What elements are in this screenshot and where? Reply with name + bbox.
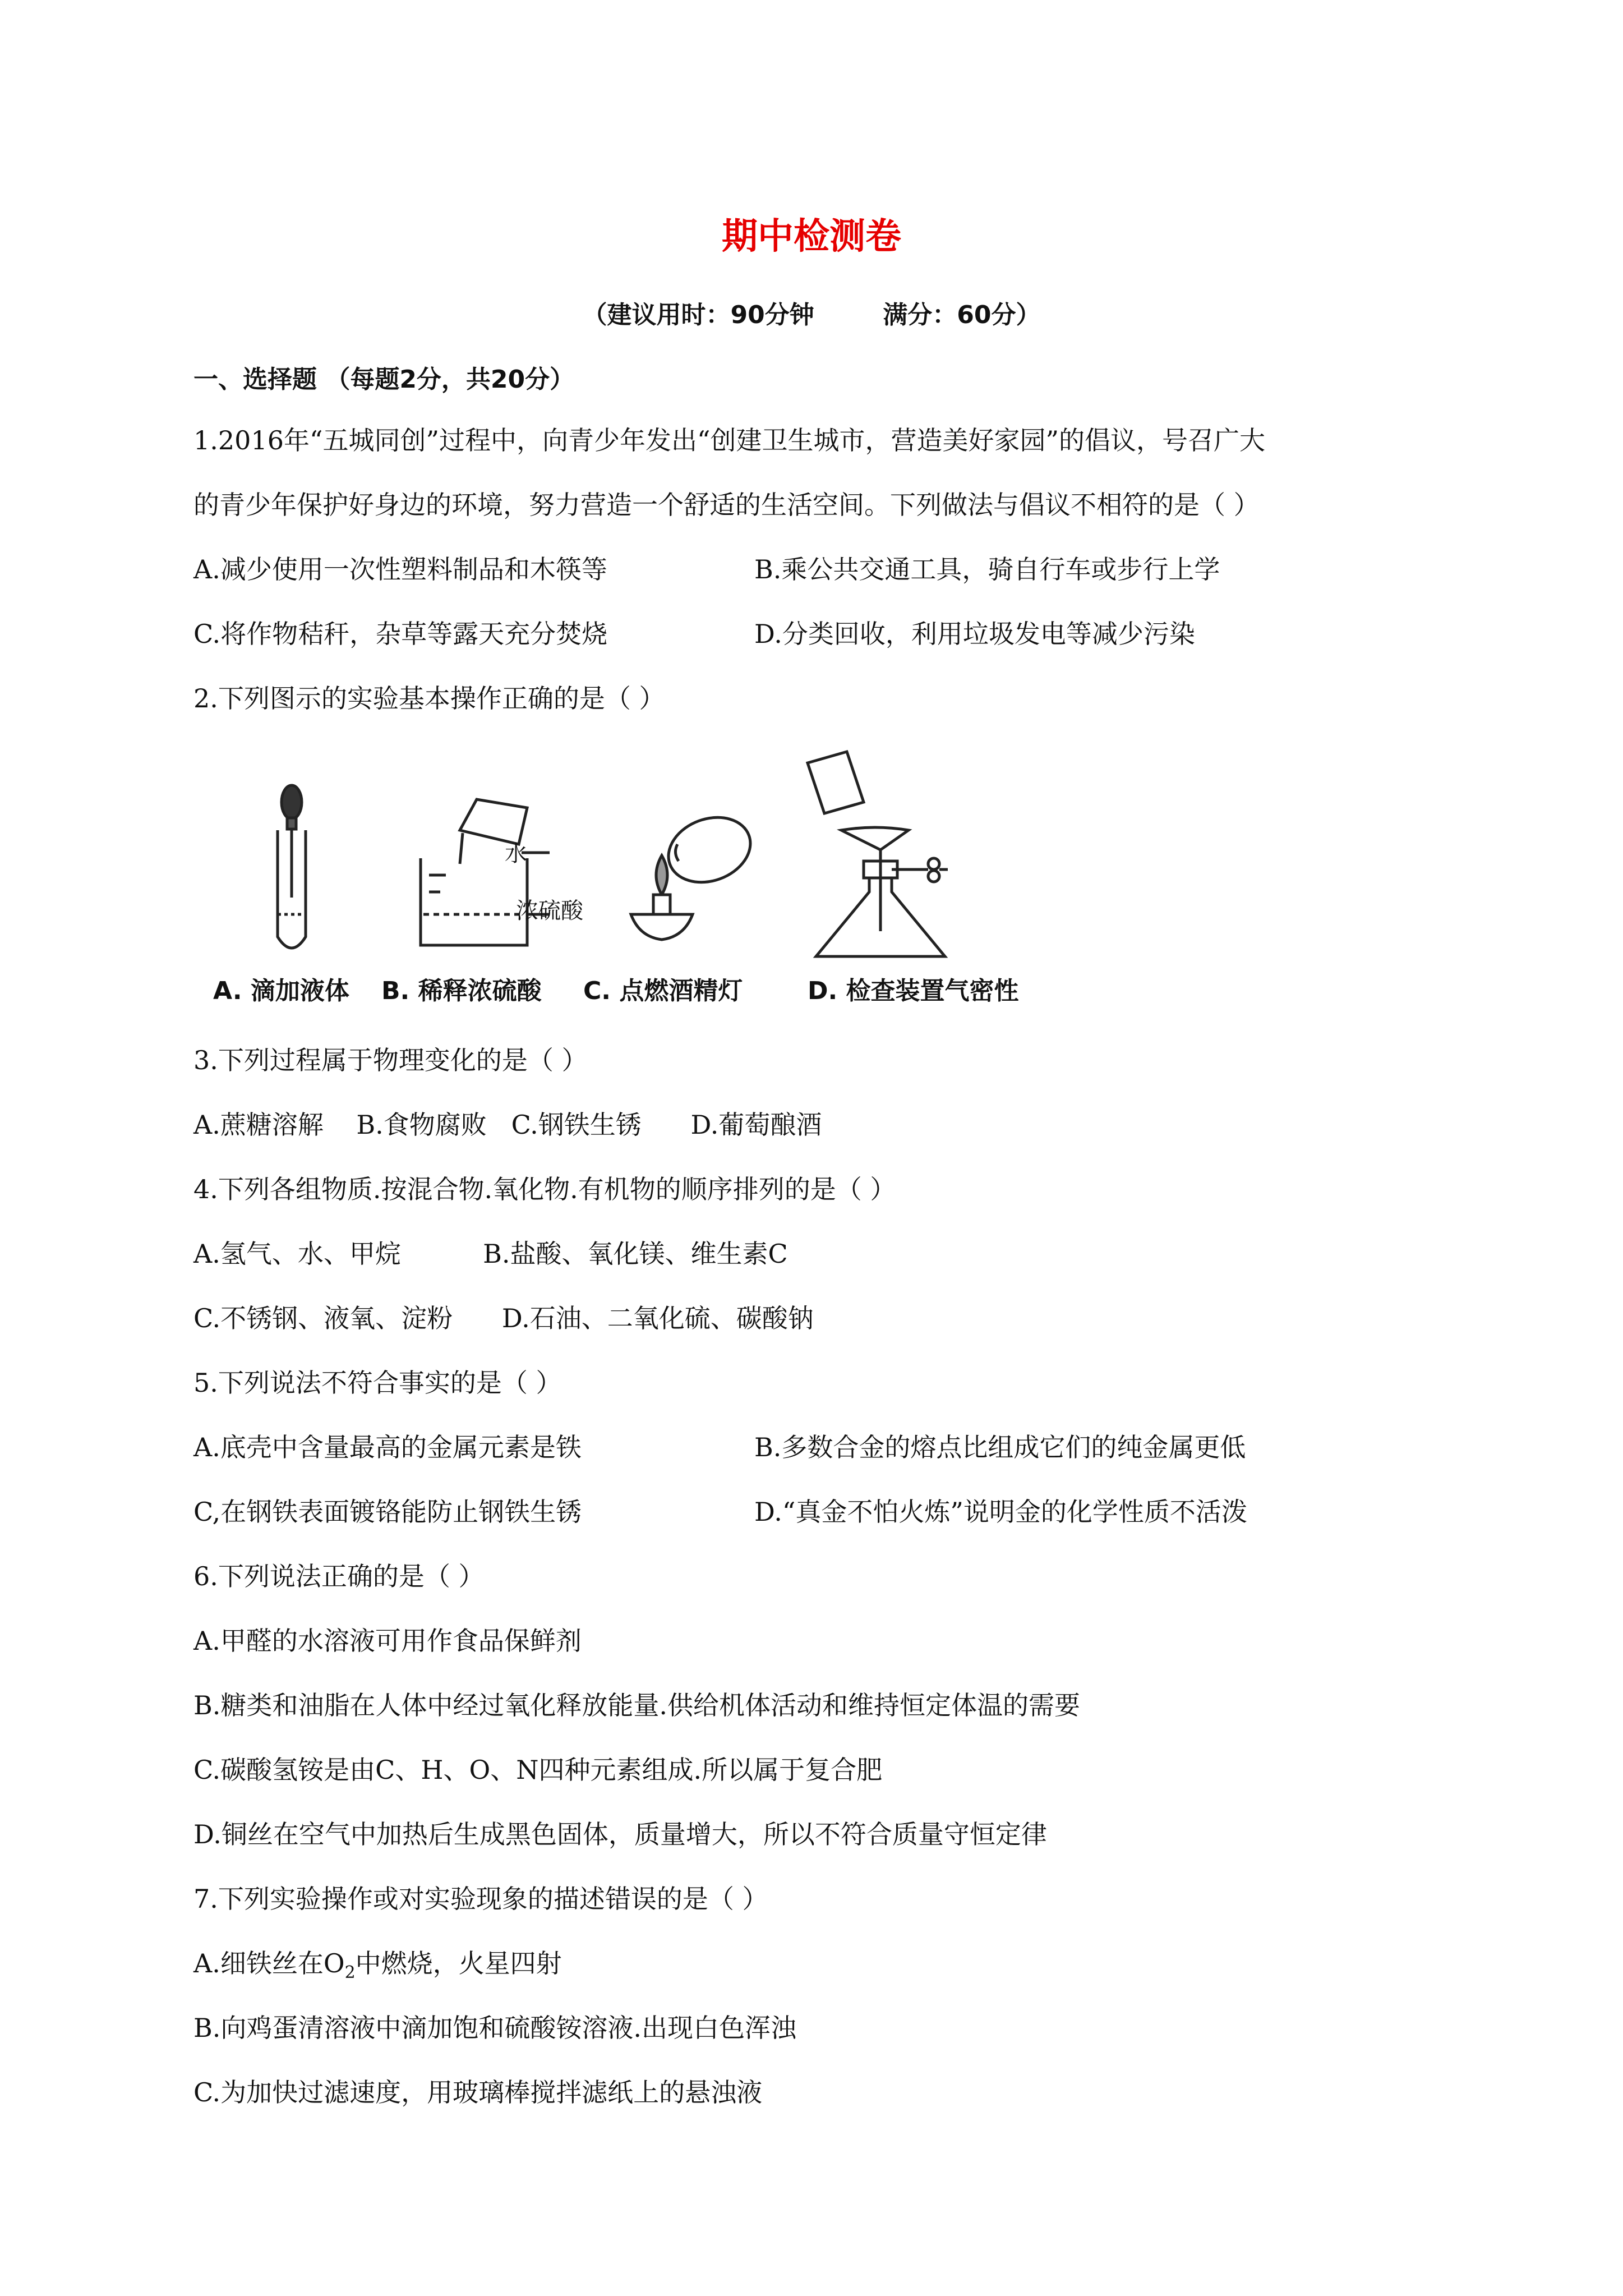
suggested-time: （建议用时：90分钟 [582,301,814,329]
q6-option-c: C.碳酸氢铵是由C、H、O、N四种元素组成.所以属于复合肥 [193,1755,883,1785]
q1-option-d: D.分类回收，利用垃圾发电等减少污染 [754,619,1195,649]
flask-funnel-icon [808,752,948,956]
dropper-test-tube-icon [278,785,306,948]
q5-option-c: C,在钢铁表面镀铬能防止钢铁生锈 [193,1497,582,1527]
figure-label-c: C. 点燃酒精灯 [583,977,743,1005]
lab-drawings [213,746,1099,970]
q4-stem: 4.下列各组物质.按混合物.氧化物.有机物的顺序排列的是（ ） [193,1174,896,1204]
q7-option-b: B.向鸡蛋清溶液中滴加饱和硫酸铵溶液.出现白色浑浊 [193,2013,797,2043]
page-title: 期中检测卷 [722,216,901,257]
section-heading: 一、选择题 （每题2分，共20分） [193,365,575,394]
q4-options-ab: A.氢气、水、甲烷 B.盐酸、氧化镁、维生素C [193,1239,788,1269]
q5-stem: 5.下列说法不符合事实的是（ ） [193,1368,562,1398]
exam-subtitle [0,295,1623,330]
q1-option-a: A.减少使用一次性塑料制品和木筷等 [193,554,607,585]
q5-option-a: A.底壳中含量最高的金属元素是铁 [193,1432,582,1462]
q7-option-a-rest: 中燃烧，火星四射 [355,1948,562,1978]
q3-options: A.蔗糖溶解 B.食物腐败 C.钢铁生锈 D.葡萄酿酒 [193,1110,822,1140]
q6-option-b: B.糖类和油脂在人体中经过氧化释放能量.供给机体活动和维持恒定体温的需要 [193,1690,1081,1720]
q4-options-cd: C.不锈钢、液氧、淀粉 D.石油、二氧化硫、碳酸钠 [193,1303,814,1333]
q7-option-a [193,1947,562,1990]
acid-label: 浓硫酸 [516,898,583,924]
lab-operations-figure [213,746,1099,1010]
q1-stem-line1: 1.2016年“五城同创”过程中，向青少年发出“创建卫生城市，营造美好家园”的倡议，号召广大 [193,425,1266,455]
q6-option-a: A.甲醛的水溶液可用作食品保鲜剂 [193,1626,582,1656]
full-score: 满分：60分） [883,301,1041,329]
q6-stem: 6.下列说法正确的是（ ） [193,1561,485,1591]
q5-option-d: D.“真金不怕火炼”说明金的化学性质不活泼 [754,1497,1247,1527]
q7-option-a-text: A.细铁丝在O [193,1948,345,1978]
q6-option-d: D.铜丝在空气中加热后生成黑色固体，质量增大，所以不符合质量守恒定律 [193,1819,1047,1849]
q2-stem: 2.下列图示的实验基本操作正确的是（ ） [193,683,665,714]
q7-option-c: C.为加快过滤速度，用玻璃棒搅拌滤纸上的悬浊液 [193,2077,763,2108]
water-label: 水 [505,841,527,867]
figure-label-d: D. 检查装置气密性 [808,977,1019,1005]
q7-subscript: 2 [344,1963,356,1983]
figure-label-b: B. 稀释浓硫酸 [381,977,542,1005]
q3-stem: 3.下列过程属于物理变化的是（ ） [193,1045,588,1075]
q1-stem-line2: 的青少年保护好身边的环境，努力营造一个舒适的生活空间。下列做法与倡议不相符的是（ ） [193,490,1260,520]
q1-option-c: C.将作物秸秆，杂草等露天充分焚烧 [193,619,608,649]
figure-label-a: A. 滴加液体 [213,977,349,1005]
q7-stem: 7.下列实验操作或对实验现象的描述错误的是（ ） [193,1884,768,1914]
q1-option-b: B.乘公共交通工具，骑自行车或步行上学 [754,554,1220,585]
q5-option-b: B.多数合金的熔点比组成它们的纯金属更低 [754,1432,1246,1462]
alcohol-lamp-icon [631,807,759,940]
